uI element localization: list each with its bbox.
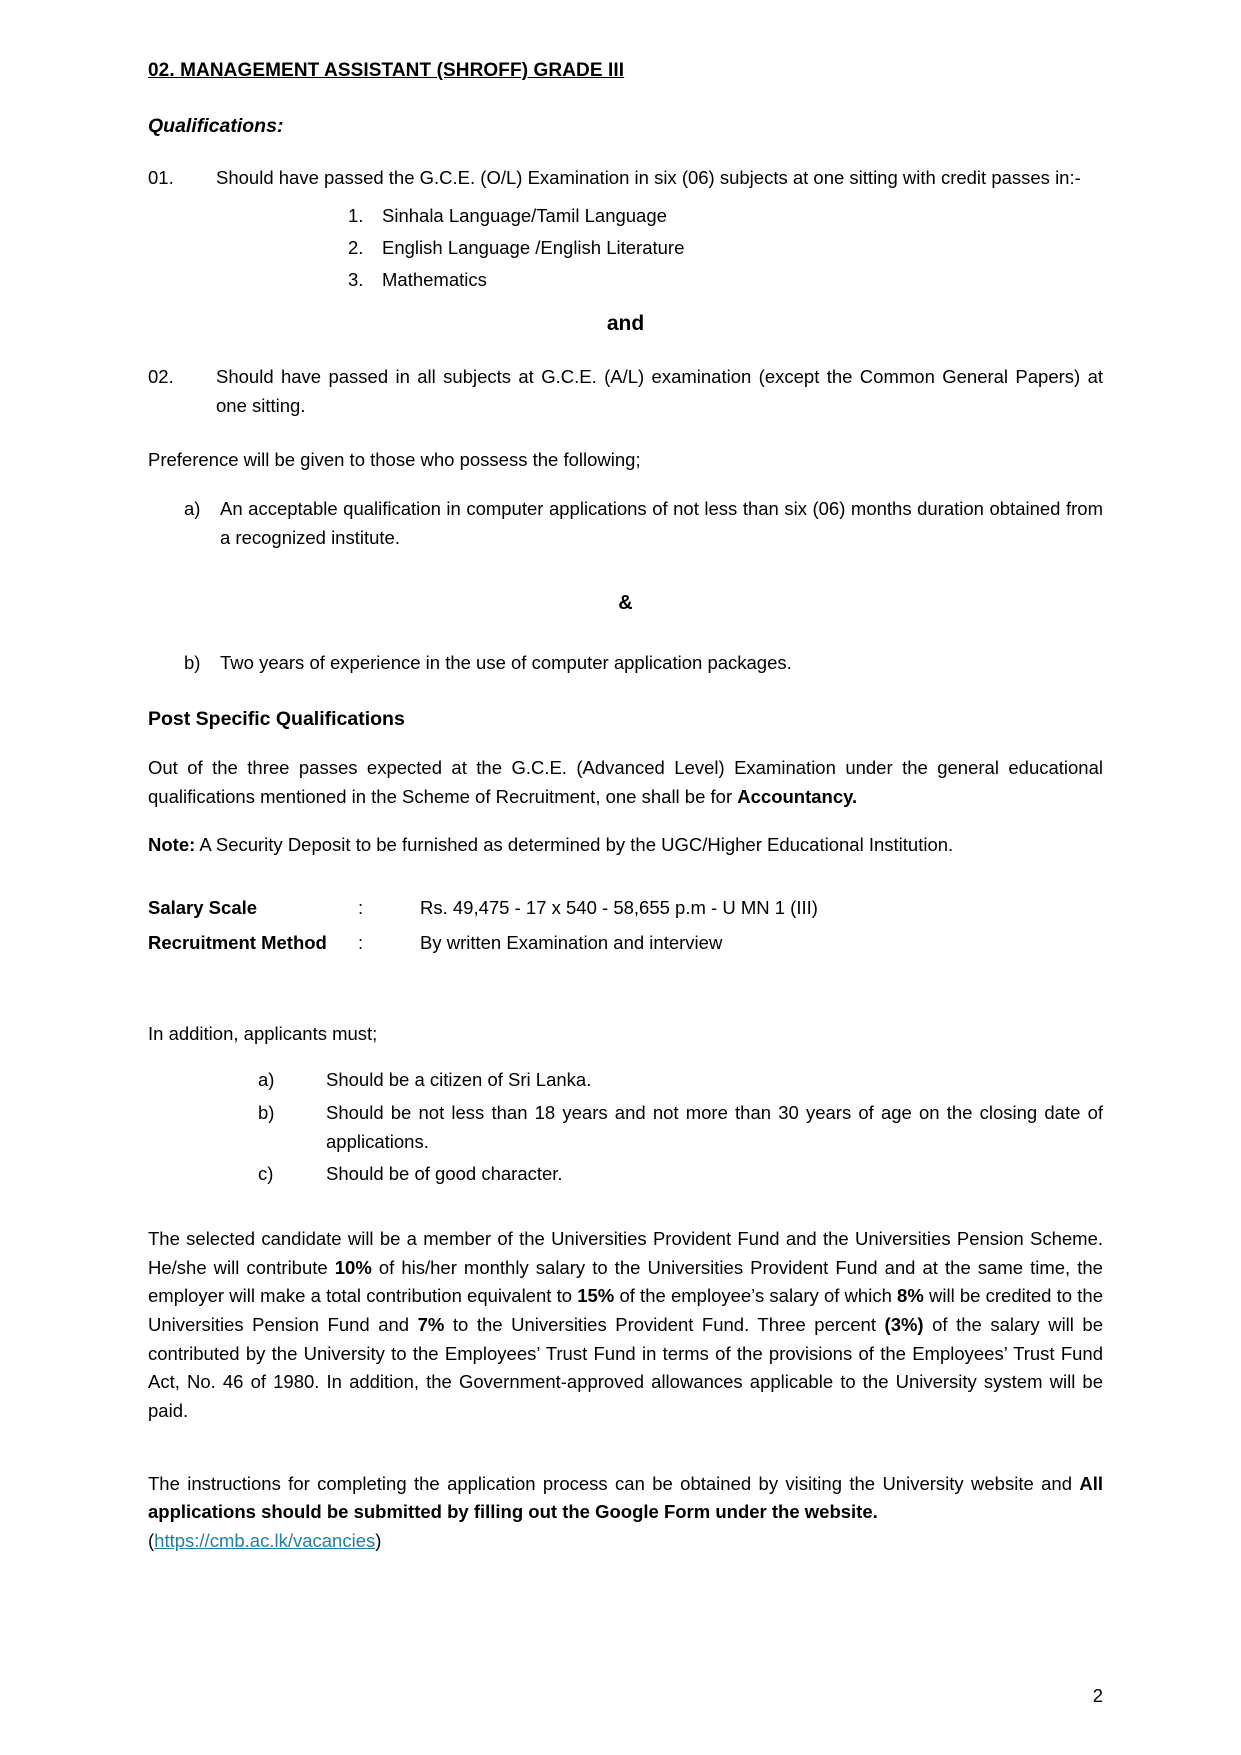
conjunction-and: and [606, 312, 645, 336]
qualification-item-1-number: 01. [148, 166, 174, 188]
subject-marker: 1. [348, 205, 364, 227]
list-item [348, 234, 1103, 263]
subject-label: Mathematics [382, 268, 487, 290]
list-item [348, 202, 1103, 231]
subject-label: English Language /English Literature [382, 237, 685, 258]
preference-item-a-marker: a) [184, 497, 201, 519]
requirement-marker: b) [258, 1101, 275, 1123]
qualification-item-1 [148, 164, 1103, 193]
requirement-marker: a) [258, 1069, 275, 1091]
instructions-text: The instructions for completing the application process can be obtained by visiting the University website and [148, 1472, 1080, 1494]
post-specific-text: Out of the three passes expected at the G.C.E. (Advanced Level) Examination under the general educational qualifications mentioned in the Scheme of Recruitment, one shall be for [148, 757, 1103, 807]
recruitment-method-label: Recruitment Method [148, 931, 327, 953]
requirement-text: Should be not less than 18 years and not more than 30 years of age on the closing date of applications. [326, 1101, 1103, 1152]
table-row [148, 894, 818, 929]
close-paren: ) [375, 1529, 382, 1551]
post-specific-subject: Accountancy. [737, 785, 858, 807]
subject-marker: 3. [348, 268, 364, 290]
post-specific-paragraph [148, 754, 1103, 811]
requirement-text: Should be of good character. [326, 1163, 563, 1185]
provident-text-4: will be credited to the Universities Pension Fund and [148, 1285, 1103, 1335]
provident-rate-pension: 8% [897, 1285, 924, 1307]
qualification-item-2-number: 02. [148, 365, 174, 387]
conjunction-ampersand: & [618, 592, 633, 615]
preference-item-b-marker: b) [184, 652, 201, 674]
provident-text-3: of the employee’s salary of which [614, 1285, 898, 1307]
provident-rate-employer: 15% [577, 1285, 615, 1307]
provident-fund-paragraph [148, 1225, 1103, 1426]
subject-marker: 2. [348, 237, 364, 258]
list-item [258, 1160, 1103, 1189]
preference-item-a-text: An acceptable qualification in computer applications of not less than six (06) months duration obtained from a recognized institute. [220, 497, 1103, 548]
provident-text-5: to the Universities Provident Fund. Three percent [444, 1313, 885, 1335]
list-item [348, 266, 1103, 295]
note-label: Note: [148, 834, 196, 856]
vacancies-link[interactable]: https://cmb.ac.lk/vacancies [154, 1529, 376, 1551]
list-item [258, 1099, 1103, 1156]
table-row [148, 929, 818, 964]
provident-text-2: of his/her monthly salary to the Universities Provident Fund and at the same time, the employer will make a total contribution equivalent to [148, 1256, 1103, 1307]
page-title: 02. MANAGEMENT ASSISTANT (SHROFF) GRADE III [148, 60, 625, 81]
preference-item-b [184, 649, 1103, 678]
provident-text-1: The selected candidate will be a member of the Universities Provident Fund and the Universities Pension Scheme. He/she will contribute [148, 1227, 1103, 1278]
requirement-text: Should be a citizen of Sri Lanka. [326, 1069, 592, 1091]
instructions-emphasis: All applications should be submitted by filling out the Google Form under the website. [148, 1472, 1103, 1523]
additional-requirements-list [258, 1066, 1103, 1189]
qualification-item-1-text: Should have passed the G.C.E. (O/L) Examination in six (06) subjects at one sitting with credit passes in:- [216, 166, 1081, 188]
recruitment-method-colon: : [358, 931, 364, 953]
additional-requirements-intro: In addition, applicants must; [148, 1022, 378, 1044]
provident-rate-employee: 10% [334, 1256, 372, 1278]
preference-intro: Preference will be given to those who possess the following; [148, 449, 641, 471]
salary-scale-colon: : [358, 897, 364, 919]
recruitment-method-value: By written Examination and interview [420, 931, 723, 953]
salary-scale-label: Salary Scale [148, 897, 258, 919]
qualification-item-2-text: Should have passed in all subjects at G.C.E. (A/L) examination (except the Common General Papers) at one sitting. [216, 365, 1103, 416]
provident-text-6: of the salary will be contributed by the University to the Employees’ Trust Fund in terms of the provisions of the Employees’ Trust Fund Act, No. 46 of 1980. In addition, the Government-approved allowances applicable to the University system will be paid. [148, 1313, 1103, 1421]
note-paragraph [148, 831, 1103, 860]
subject-list [148, 202, 1103, 294]
preference-item-b-text: Two years of experience in the use of computer application packages. [220, 652, 792, 674]
page-number: 2 [1092, 1685, 1103, 1707]
post-specific-heading: Post Specific Qualifications [148, 707, 405, 730]
note-text: A Security Deposit to be furnished as determined by the UGC/Higher Educational Institution. [195, 834, 954, 856]
instructions-paragraph [148, 1470, 1103, 1556]
list-item [258, 1066, 1103, 1095]
qualification-item-2 [148, 363, 1103, 420]
preference-item-a [184, 495, 1103, 552]
requirement-marker: c) [258, 1163, 274, 1185]
qualifications-heading: Qualifications: [148, 115, 284, 138]
salary-scale-value: Rs. 49,475 - 17 x 540 - 58,655 p.m - U MN 1 (III) [420, 897, 818, 919]
open-paren: ( [148, 1529, 155, 1551]
provident-rate-provident: 7% [417, 1313, 445, 1335]
provident-rate-etf: (3%) [884, 1313, 924, 1335]
subject-label: Sinhala Language/Tamil Language [382, 205, 667, 227]
salary-details-table [148, 894, 818, 963]
